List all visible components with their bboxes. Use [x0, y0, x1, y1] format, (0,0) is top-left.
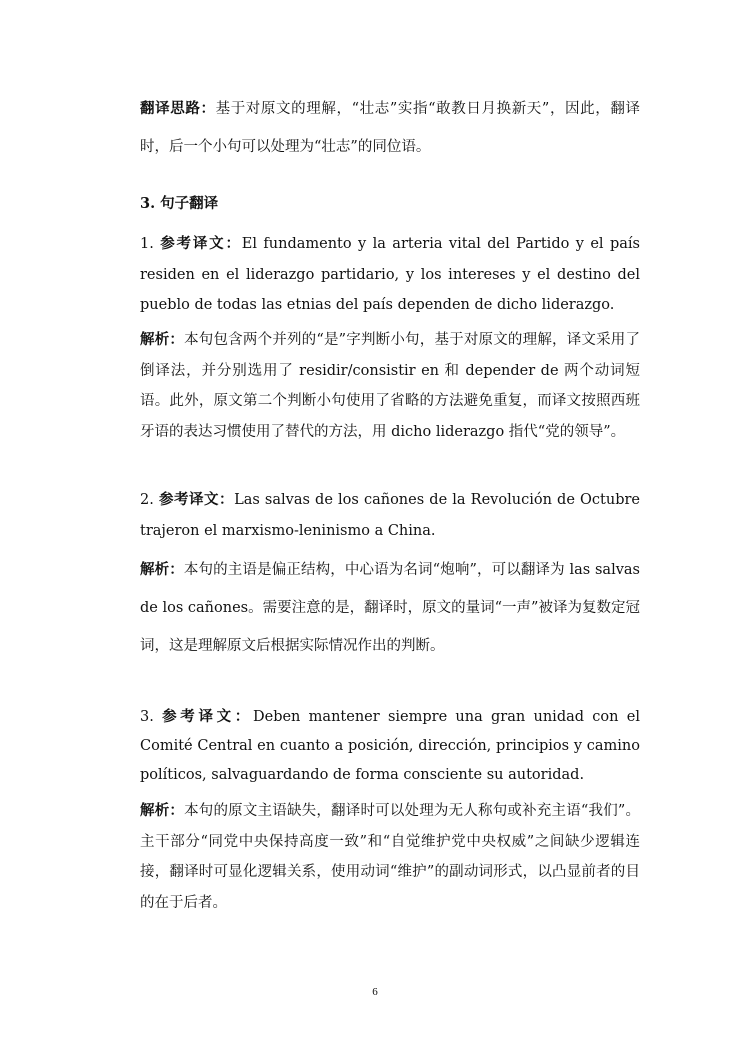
analysis-label: 解析： — [140, 561, 184, 578]
item-2-reference — [140, 485, 640, 546]
analysis-text: 本句的原文主语缺失，翻译时可以处理为无人称句或补充主语“我们”。主干部分“同党中央保持高度一致”和“自觉维护党中央权威”之间缺少逻辑连接，翻译时可显化逻辑关系，使用动词“维护”的副动词形式，以凸显前者的目的在于后者。 — [140, 803, 640, 911]
reference-text: Deben mantener siempre una gran unidad con el Comité Central en cuanto a posición, dirección, principios y camino políticos, salvaguardando de forma consciente su autoridad. — [140, 709, 640, 783]
reference-label: 参考译文： — [158, 491, 235, 508]
item-number: 3. — [140, 709, 163, 725]
page-number: 6 — [372, 986, 378, 998]
item-1-analysis — [140, 325, 640, 447]
analysis-paragraph — [140, 325, 640, 447]
reference-label: 参考译文： — [162, 708, 253, 725]
intro-section — [140, 90, 640, 166]
item-2-analysis — [140, 551, 640, 665]
intro-paragraph — [140, 90, 640, 166]
analysis-text: 本句包含两个并列的“是”字判断小句，基于对原文的理解，译文采用了倒译法，并分别选用了 residir/consistir en 和 depender de 两个动词短语。此外，原文第二个判断小句使用了省略的方法避免重复，而译文按照西班牙语的表达习惯使用了替代的方法，用 dicho liderazgo 指代“党的领导”。 — [140, 332, 640, 440]
analysis-text: 本句的主语是偏正结构，中心语为名词“炮响”，可以翻译为 las salvas de los cañones。需要注意的是，翻译时，原文的量词“一声”被译为复数定冠词，这是理解原文后根据实际情况作出的判断。 — [140, 562, 640, 654]
reference-paragraph — [140, 702, 640, 790]
intro-label: 翻译思路： — [140, 100, 216, 117]
item-number: 2. — [140, 492, 159, 508]
item-1-reference — [140, 229, 640, 321]
item-3-analysis — [140, 796, 640, 918]
reference-label: 参考译文： — [160, 235, 242, 252]
reference-paragraph — [140, 485, 640, 546]
reference-text: El fundamento y la arteria vital del Partido y el país residen en el liderazgo partidario, y los intereses y el destino del pueblo de todas las etnias del país dependen de dicho liderazgo. — [140, 236, 640, 313]
section-heading: 3. 句子翻译 — [140, 195, 219, 212]
item-3-reference — [140, 702, 640, 790]
reference-paragraph — [140, 229, 640, 321]
item-number: 1. — [140, 236, 161, 252]
reference-text: Las salvas de los cañones de la Revolución de Octubre trajeron el marxismo-leninismo a China. — [140, 492, 640, 539]
intro-text: 基于对原文的理解，“壮志”实指“敢教日月换新天”，因此，翻译时，后一个小句可以处理为“壮志”的同位语。 — [140, 101, 641, 155]
analysis-paragraph — [140, 796, 640, 918]
analysis-paragraph — [140, 551, 640, 665]
analysis-label: 解析： — [140, 802, 185, 819]
analysis-label: 解析： — [140, 331, 185, 348]
